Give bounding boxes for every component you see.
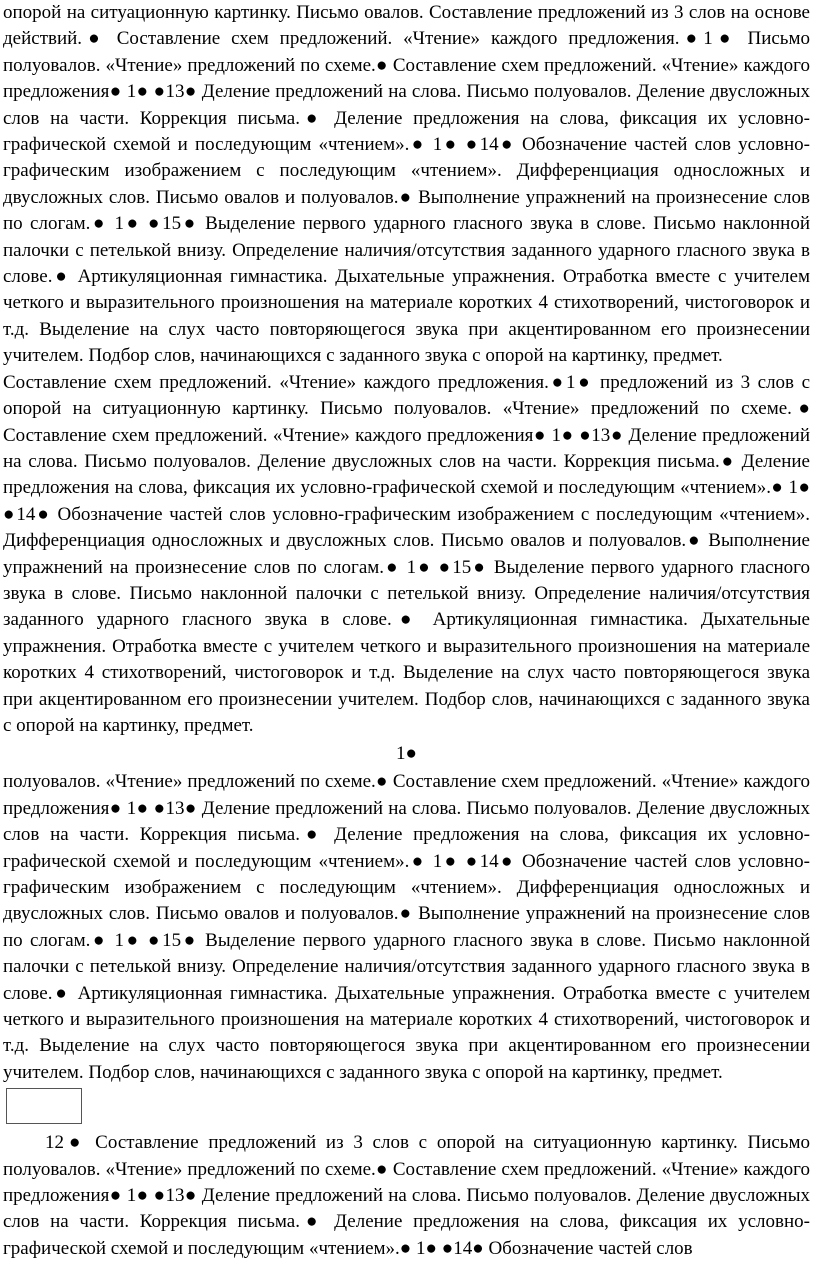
text-block-1: опорой на ситуационную картинку. Письмо овалов. Составление предложений из 3 слов на основе действий.● Составление схем предложений. «Чтение» каждого предложения.●1● Письмо полуовалов. «Чтение» предложений по схеме.● Составление схем предложений. «Чтение» каждого предложения● 1● ●13● Деление предложений на слова. Письмо полуовалов. Деление двусложных слов на части. Коррекция письма.● Деление предложения на слова, фиксация их условно-графической схемой и последующим «чтением».● 1● ●14● Обозначение частей слов условно-графическим изображением с последующим «чтением». Дифференциация односложных и двусложных слов. Письмо овалов и полуовалов.● Выполнение упражнений на произнесение слов по слогам.● 1● ●15● Выделение первого ударного гласного звука в слове. Письмо наклонной палочки с петелькой внизу. Определение наличия/отсутствия заданного ударного гласного звука в слове.● Артикуляционная гимнастика. Дыхательные упражнения. Отработка вместе с учителем четкого и выразительного произношения на материале коротких 4 стихотворений, чистоговорок и т.д. Выделение на слух часто повторяющегося звука при акцентированном его произнесении учителем. Подбор слов, начинающихся с заданного звука с опорой на картинку, предмет. bbox=[3, 2, 810, 367]
empty-frame bbox=[6, 1088, 82, 1124]
text-block-4: 12● Составление предложений из 3 слов с опорой на ситуационную картинку. Письмо полуовалов. «Чтение» предложений по схеме.● Составление схем предложений. «Чтение» каждого предложения● 1● ●13● Деление предложений на слова. Письмо полуовалов. Деление двусложных слов на части. Коррекция письма.● Деление предложения на слова, фиксация их условно-графической схемой и последующим «чтением».● 1● ●14● Обозначение частей слов bbox=[3, 1132, 810, 1259]
centered-marker: 1● bbox=[396, 743, 417, 765]
text-block-2: Составление схем предложений. «Чтение» каждого предложения.●1● предложений из 3 слов с опорой на ситуационную картинку. Письмо полуовалов. «Чтение» предложений по схеме.● Составление схем предложений. «Чтение» каждого предложения● 1● ●13● Деление предложений на слова. Письмо полуовалов. Деление двусложных слов на части. Коррекция письма.● Деление предложения на слова, фиксация их условно-графической схемой и последующим «чтением».● 1● ●14● Обозначение частей слов условно-графическим изображением с последующим «чтением». Дифференциация односложных и двусложных слов. Письмо овалов и полуовалов.● Выполнение упражнений на произнесение слов по слогам.● 1● ●15● Выделение первого ударного гласного звука в слове. Письмо наклонной палочки с петелькой внизу. Определение наличия/отсутствия заданного ударного гласного звука в слове.● Артикуляционная гимнастика. Дыхательные упражнения. Отработка вместе с учителем четкого и выразительного произношения на материале коротких 4 стихотворений, чистоговорок и т.д. Выделение на слух часто повторяющегося звука при акцентированном его произнесении учителем. Подбор слов, начинающихся с заданного звука с опорой на картинку, предмет. bbox=[3, 371, 810, 736]
text-block-3: полуовалов. «Чтение» предложений по схеме.● Составление схем предложений. «Чтение» каждого предложения● 1● ●13● Деление предложений на слова. Письмо полуовалов. Деление двусложных слов на части. Коррекция письма.● Деление предложения на слова, фиксация их условно-графической схемой и последующим «чтением».● 1● ●14● Обозначение частей слов условно-графическим изображением с последующим «чтением». Дифференциация односложных и двусложных слов. Письмо овалов и полуовалов.● Выполнение упражнений на произнесение слов по слогам.● 1● ●15● Выделение первого ударного гласного звука в слове. Письмо наклонной палочки с петелькой внизу. Определение наличия/отсутствия заданного ударного гласного звука в слове.● Артикуляционная гимнастика. Дыхательные упражнения. Отработка вместе с учителем четкого и выразительного произношения на материале коротких 4 стихотворений, чистоговорок и т.д. Выделение на слух часто повторяющегося звука при акцентированном его произнесении учителем. Подбор слов, начинающихся с заданного звука с опорой на картинку, предмет. bbox=[3, 771, 810, 1083]
